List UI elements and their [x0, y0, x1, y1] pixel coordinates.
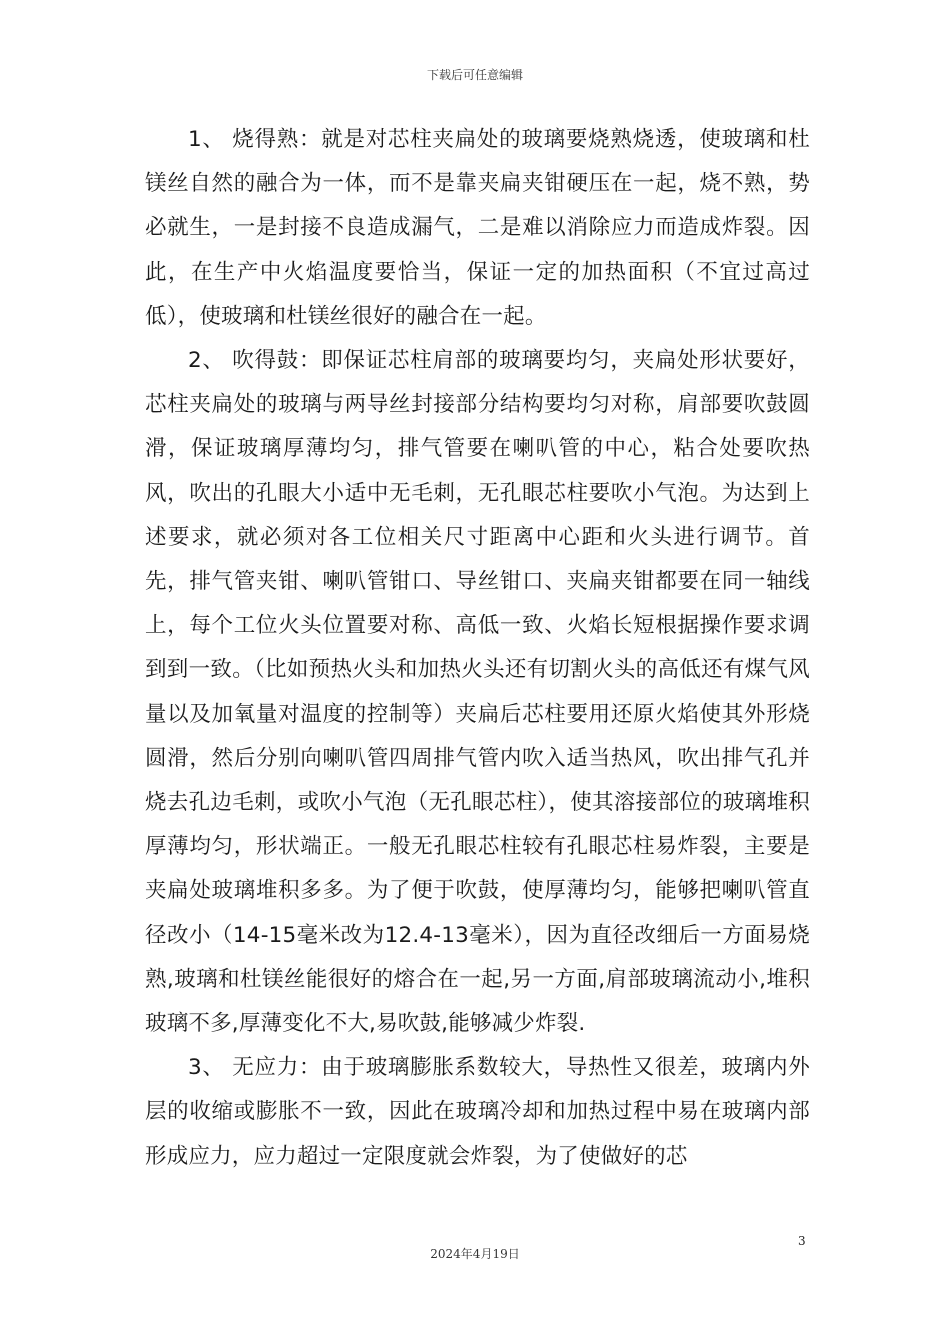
paragraph-1: 1、 烧得熟：就是对芯柱夹扁处的玻璃要烧熟烧透，使玻璃和杜镁丝自然的融合为一体，而不是靠夹扁夹钳硬压在一起，烧不熟，势必就生，一是封接不良造成漏气，二是难以消除应力而造成炸裂。因此，在生产中火焰温度要恰当，保证一定的加热面积（不宜过高过低），使玻璃和杜镁丝很好的融合在一起。 — [145, 127, 810, 329]
paragraph-2: 2、 吹得鼓：即保证芯柱肩部的玻璃要均匀，夹扁处形状要好，芯柱夹扁处的玻璃与两导丝封接部分结构要均匀对称，肩部要吹鼓圆滑，保证玻璃厚薄均匀，排气管要在喇叭管的中心，粘合处要吹热风，吹出的孔眼大小适中无毛刺，无孔眼芯柱要吹小气泡。为达到上述要求，就必须对各工位相关尺寸距离中心距和火头进行调节。首先，排气管夹钳、喇叭管钳口、导丝钳口、夹扁夹钳都要在同一轴线上，每个工位火头位置要对称、高低一致、火焰长短根据操作要求调到到一致。（比如预热火头和加热火头还有切割火头的高低还有煤气风量以及加氧量对温度的控制等）夹扁后芯柱要用还原火焰使其外形烧圆滑，然后分别向喇叭管四周排气管内吹入适当热风，吹出排气孔并烧去孔边毛刺，或吹小气泡（无孔眼芯柱），使其溶接部位的玻璃堆积厚薄均匀，形状端正。一般无孔眼芯柱较有孔眼芯柱易炸裂，主要是夹扁处玻璃堆积多多。为了便于吹鼓，使厚薄均匀，能够把喇叭管直径改小（14-15毫米改为12.4-13毫米），因为直径改细后一方面易烧熟,玻璃和杜镁丝能很好的熔合在一起,另一方面,肩部玻璃流动小,堆积玻璃不多,厚薄变化不大,易吹鼓,能够减少炸裂. — [145, 348, 810, 1037]
page-number: 3 — [798, 1234, 806, 1248]
document-body — [145, 118, 810, 1179]
paragraph-3: 3、 无应力：由于玻璃膨胀系数较大，导热性又很差，玻璃内外层的收缩或膨胀不一致，因此在玻璃冷却和加热过程中易在玻璃内部形成应力，应力超过一定限度就会炸裂，为了使做好的芯 — [145, 1055, 810, 1169]
page-header: 下载后可任意编辑 — [426, 68, 523, 82]
page-footer-date: 2024年4月19日 — [430, 1247, 520, 1261]
